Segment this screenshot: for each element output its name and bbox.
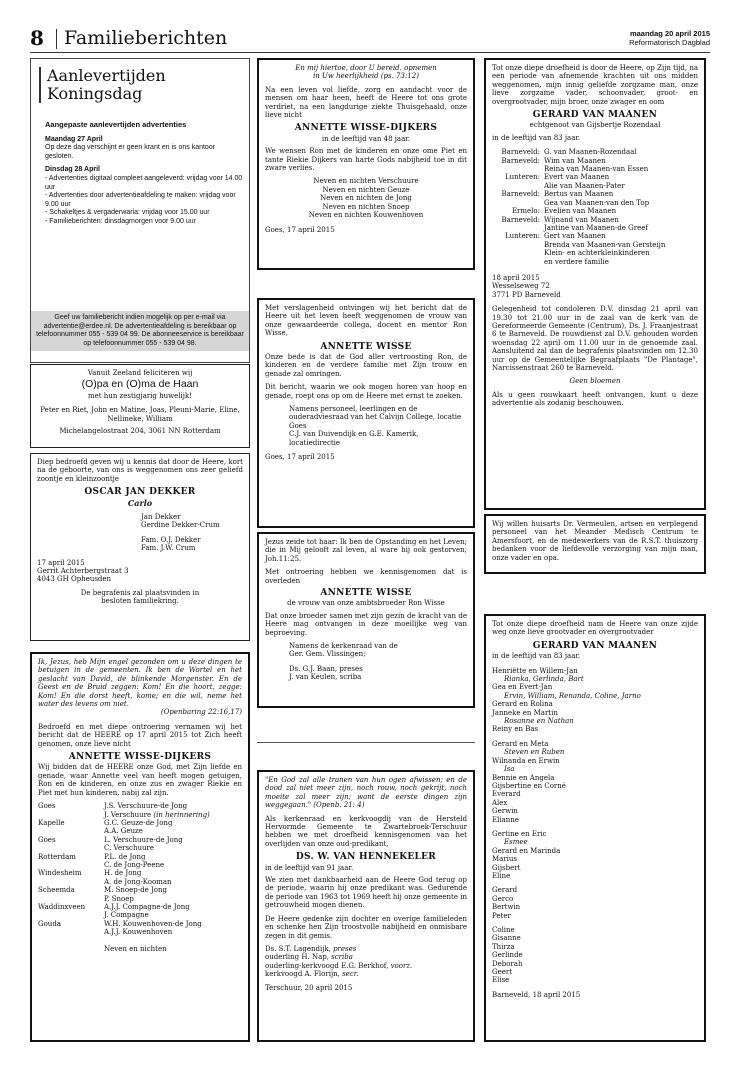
grandchild-line: Henriëtte en Willem-Jan: [492, 666, 578, 675]
grandchild-line: Bennie en Angela: [492, 773, 555, 782]
grandchild-line: Gerard en Meta: [492, 739, 549, 748]
deceased-name: ANNETTE WISSE-DIJKERS: [68, 752, 212, 763]
page-number: 8: [30, 26, 44, 50]
maanen-grandchildren-ad: Tot onze diepe droefheid nam de Heere van onze zijde weg onze lieve grootvader en overgrootvader GERARD VAN MAANEN in de leeftijd van 83 jaar. Henriëtte en Willem-Jan Rianka, Gerlinda, Bart Gea en Evert-Jan Ervin, William, Renanda, Coline, Jarno Gerard en Rolina Janneke en Martin Rosanne en Nathan Reiny en Bas Gerard en Meta Steven en Ruben Wilnanda en Erwin Isa Bennie en Angela Gijsbertine en Corné Everard Alex Gerwin Elianne Gertine en Eric Esmee Gerard en Marinda Marius Gijsbert Eline Gerard Gerco Bertwin Peter Coline Gisanne Thirza Gerlinde Deborah Geert Elise Barneveld, 18 april 2015: [484, 614, 706, 1042]
grandchild-line: Ervin, William, Renanda, Coline, Jarno: [504, 691, 641, 700]
deceased-name: ANNETTE WISSE-DIJKERS: [294, 123, 438, 134]
contact-footer: Geef uw familiebericht indien mogelijk op per e-mail via advertentie@erdee.nl. De advertentieafdeling is bereikbaar op telefoonnummer 055 - 539 04 99. De abonneeservice is bereikbaar op telefoonnummer 055 - 539 04 98.: [31, 311, 249, 351]
grandchild-line: Thirza: [492, 942, 515, 951]
grandchild-line: Isa: [504, 765, 515, 774]
header-separator: [56, 29, 57, 49]
grandchild-line: Rianka, Gerlinda, Bart: [504, 675, 584, 684]
wisse-church-ad: Jezus zeide tot haar: Ik ben de Opstanding en het Leven; die in Mij gelooft zal leven, al ware hij ook gestorven; Joh.11:25. Met ontroering hebben we kennisgenomen dat is overleden ANNETTE WISSE de vrouw van onze ambtsbroeder Ron Wisse Dat onze broeder samen met zijn gezin de kracht van de Heere mag ontvangen in deze moeilijke weg van beproeving. Namens de kerkenraad van de Ger. Gem. Vlissingen; Ds. G.J. Baan, preses J. van Keulen, scriba: [257, 532, 475, 708]
wisse-nephews-ad: En mij hiertoe, door U bereid, opnemen in Uw heerlijkheid (ps. 73:12) Na een leven vol liefde, zorg en aandacht voor de mensen om haar heen, heeft de Heere tot ons grote verdriet, na een langdurige ziekte Thuisgehaald, onze lieve nicht ANNETTE WISSE-DIJKERS in de leeftijd van 48 jaar. We wensen Ron met de kinderen en onze ome Piet en tante Riekie Dijkers van harte Gods nabijheid toe in dit zware verlies. Neven en nichten Verschuure Neven en nichten Geuze Neven en nichten de Jong Neven en nichten Snoep Neven en nichten Kouwenhoven Goes, 17 april 2015: [257, 58, 475, 270]
grandchild-line: Rosanne en Nathan: [504, 717, 574, 726]
grandchild-line: Gisanne: [492, 934, 521, 943]
grandchild-line: Janneke en Martin: [492, 708, 558, 717]
wisse-school-ad: Met verslagenheid ontvingen wij het bericht dat de Heere uit het leven heeft weggenomen de vrouw van onze gewaardeerde collega, docent en mentor Ron Wisse, ANNETTE WISSE Onze bede is dat de God aller vertroosting Ron, de kinderen en de verdere familie met Zijn trouw en genade zal omringen. Dit bericht, waarin we ook mogen horen van hoop en genade, roept ons op om de Heere met ernst te zoeken. Namens personeel, leerlingen en de ouderadviesraad van het Calvijn College, locatie Goes C.J. van Duivendijk en G.E. Kamerik, locatiedirectie Goes, 17 april 2015: [257, 298, 475, 528]
grandchild-line: Gertine en Eric: [492, 829, 547, 838]
deadline-item: - Advertenties digitaal compleet aangeleverd: vrijdag voor 14.00 uur: [45, 174, 243, 191]
deadline-item: - Schakeltjes & vergaderwaria: vrijdag voor 15.00 uur: [45, 209, 210, 217]
grandchild-line: Esmee: [504, 838, 528, 847]
grandchild-line: Alex: [492, 798, 508, 807]
grandchild-line: Eline: [492, 871, 511, 880]
deceased-name: GERARD VAN MAANEN: [532, 640, 658, 651]
maanen-thanks-ad: Wij willen huisarts Dr. Vermeulen, artsen en verplegend personeel van het Meander Medisch Centrum te Amersfoort, en de medewerkers van de R.S.T. thuiszorg bedanken voor de liefdevolle verzorging van mijn man, onze vader en opa.: [484, 514, 706, 574]
deadline-item: - Advertenties door advertentieafdeling te maken: vrijdag voor 9.00 uur: [45, 192, 236, 208]
haan-couple-name: (O)pa en (O)ma de Haan: [81, 378, 199, 391]
deceased-name: ANNETTE WISSE: [320, 588, 412, 599]
grandchild-line: Gerco: [492, 894, 514, 903]
monday-text: Op deze dag verschijnt er geen krant en is ons kantoor gesloten.: [45, 144, 216, 160]
grandchild-line: Reiny en Bas: [492, 725, 539, 734]
family-list: Goes J.S. Verschuure-de Jong J. Verschuure (in herinnering) Kapelle G.C. Geuze-de Jong A.A. Geuze Goes L. Verschuure-de Jong C. Verschuure Rotterdam P.L. de Jong C. de Jong-Peene Windesheim H. de Jong A. de Jong-Kooman Scheemda M. Snoep-de Jong P. Snoep Waddinxveen A.J.J. Compagne-de Jong J. Compagne Gouda W.H. Kouwenhoven-de Jong A.J.J. Kouwenhoven: [38, 802, 210, 937]
wisse-family-ad: Ik, Jezus, heb Mijn engel gezonden om u deze dingen te betuigen in de gemeenten. Ik ben de Wortel en het geslacht van David, de blinkende Morgenster. En de Geest en de Bruid zeggen: Kom! En die hoort, zegge: Kom! En die dorst heeft, kome; en die wil, neme het water des levens om niet. (Openbaring 22:16,17) Bedroefd en met diepe ontroering vernamen wij het bericht dat de HEERE op 17 april 2015 tot Zich heeft genomen, onze lieve nicht ANNETTE WISSE-DIJKERS Wij bidden dat de HEERE onze God, met Zijn liefde en genade, waar Annette veel van heeft mogen getuigen, Ron en de kinderen, en onze zus en zwager Riekie en Piet met hun kinderen, nabij zal zijn. Goes J.S. Verschuure-de Jong J. Verschuure (in herinnering) Kapelle G.C. Geuze-de Jong A.A. Geuze Goes L. Verschuure-de Jong C. Verschuure Rotterdam P.L. de Jong C. de Jong-Peene Windesheim H. de Jong A. de Jong-Kooman Scheemda M. Snoep-de Jong P. Snoep Waddinxveen A.J.J. Compagne-de Jong J. Compagne Gouda W.H. Kouwenhoven-de Jong A.J.J. Kouwenhoven Neven en nichten: [30, 652, 250, 1042]
grandchild-line: Gerard: [492, 886, 518, 895]
grandchild-line: Gerard en Marinda: [492, 846, 561, 855]
grandchild-line: Elise: [492, 976, 510, 985]
grandchild-line: Gerwin: [492, 807, 518, 816]
deceased-name: DS. W. VAN HENNEKELER: [295, 852, 437, 863]
hennekeler-ad: "En God zal alle tranen van hun ogen afwissen; en de dood zal niet meer zijn, noch rouw, noch gekrijt, noch moeite zal meer zijn; want de eerste dingen zijn weggegaan." (Openb. 21: 4) Als kerkenraad en kerkvoogdij van de Hersteld Hervormde Gemeente te Zwartebroek-Terschuur hebben we met droefheid kennisgenomen van het overlijden van onze oud-predikant, DS. W. VAN HENNEKELER in de leeftijd van 91 jaar. We zien met dankbaarheid aan de Heere God terug op de periode, waarin hij onze predikant was. Gedurende de periode van 1963 tot 1969 heeft hij onze gemeente in getrouwheid mogen dienen. De Heere gedenke zijn dochter en overige familieleden en schenke hen Zijn troostvolle nabijheid en onmisbare zegen in dit gemis. Ds. S.T. Lagendijk, preses ouderling H. Nap, scriba ouderling-kerkvoogd E.G. Berkhof, voorz. kerkvoogd A. Florijn, secr. Terschuur, 20 april 2015: [257, 770, 475, 1042]
issue-date: maandag 20 april 2015: [629, 29, 710, 38]
deceased-name: ANNETTE WISSE: [320, 341, 412, 352]
grandchild-line: Geert: [492, 968, 513, 977]
column-divider: [257, 742, 475, 743]
haan-anniversary-ad: Vanuit Zeeland feliciteren wij (O)pa en (O)ma de Haan met hun zestigjarig huwelijk! Peter en Riet, John en Matine, Joas, Pleuni-Marie, Eline, Nellineke, William Michelangelostraat 204, 3061 NN Rotterdam: [30, 364, 250, 448]
grandchild-line: Peter: [492, 911, 511, 920]
grandchild-line: Everard: [492, 790, 521, 799]
koningsdag-notice: [30, 58, 250, 363]
grandchild-line: Coline: [492, 926, 515, 934]
page-header: [30, 26, 710, 52]
koningsdag-title: Aanlevertijden Koningsdag: [39, 67, 166, 103]
monday-heading: Maandag 27 April: [45, 135, 103, 143]
deadline-item: - Familieberichten: dinsdagmorgen voor 9.00 uur: [45, 217, 196, 225]
section-title: Familieberichten: [64, 27, 228, 49]
deceased-name: OSCAR JAN DEKKER: [84, 487, 196, 498]
grandchild-line: Gijsbertine en Corné: [492, 781, 566, 790]
paper-name: Reformatorisch Dagblad: [629, 38, 710, 47]
grandchild-line: Elianne: [492, 815, 519, 824]
header-rule: [30, 52, 710, 53]
grandchild-line: Steven en Ruben: [504, 748, 565, 757]
header-dateline: [629, 29, 710, 47]
grandchild-line: Bertwin: [492, 903, 521, 912]
deceased-name: GERARD VAN MAANEN: [532, 110, 658, 121]
grandchild-line: Gerlinde: [492, 951, 523, 960]
maanen-family-ad: Tot onze diepe droefheid is door de Heere, op Zijn tijd, na een periode van afnemende krachten uit ons midden weggenomen, mijn innig geliefde zorgzame man, onze lieve zorgzame vader, schoonvader, groot- en overgrootvader, mijn broer, onze zwager en oom GERARD VAN MAANEN echtgenoot van Gijsbertje Rozendaal in de leeftijd van 83 jaar. Barneveld: G. van Maanen-Rozendaal Barneveld: Wim van Maanen Reina van Maanen-van Essen Lunteren: Evert van Maanen Alie van Maanen-Pater Barneveld: Bertus van Maanen Gea van Maanen-van den Top Ermelo: Evelien van Maanen Barneveld: Wijnand van Maanen Jantine van Maanen-de Greef Lunteren: Gert van Maanen Brenda van Maanen-van Gersteijn Klein- en achterkleinkinderen en verdere familie 18 april 2015 Wesselseweg 72 3771 PD Barneveld Gelegenheid tot condoleren D.V. dinsdag 21 april van 19.30 tot 21.00 uur in de zaal van de kerk van de Gereformeerde Gemeente (Centrum), Ds. J. Fraanjestraat 6 te Barneveld. De rouwdienst zal D.V. gehouden worden woensdag 22 april om 11.00 uur in de genoemde zaal. Aansluitend zal dan de begrafenis plaatsvinden om 12.30 uur op de Gemeentelijke Begraafplaats "De Plantage", Narcissenstraat 260 te Barneveld. Geen bloemen Als u geen rouwkaart heeft ontvangen, kunt u deze advertentie als zodanig beschouwen.: [484, 58, 706, 510]
grandchild-line: Deborah: [492, 959, 523, 968]
dekker-death-ad: Diep bedroefd geven wij u kennis dat door de Heere, kort na de geboorte, van ons is weggenomen ons zeer geliefd zoontje en kleinzoontje OSCAR JAN DEKKER Carlo Jan Dekker Gerdine Dekker-Crum Fam. O.J. Dekker Fam. J.W. Crum 17 april 2015 Gerrit Achterbergstraat 3 4043 GH Opheusden De begrafenis zal plaatsvinden in besloten familiekring.: [30, 453, 250, 641]
grandchild-line: Wilnanda en Erwin: [492, 756, 560, 765]
grandchildren-list: [492, 667, 698, 985]
tuesday-heading: Dinsdag 28 April: [45, 166, 100, 174]
koningsdag-subtitle: Aangepaste aanlevertijden advertenties: [45, 120, 187, 129]
grandchild-line: Marius: [492, 855, 518, 864]
family-list: Barneveld: G. van Maanen-Rozendaal Barneveld: Wim van Maanen Reina van Maanen-van Essen Lunteren: Evert van Maanen Alie van Maanen-Pater Barneveld: Bertus van Maanen Gea van Maanen-van den Top Ermelo: Evelien van Maanen Barneveld: Wijnand van Maanen Jantine van Maanen-de Greef Lunteren: Gert van Maanen Brenda van Maanen-van Gersteijn Klein- en achterkleinkinderen en verdere familie: [501, 148, 666, 266]
grandchild-line: Gea en Evert-Jan: [492, 683, 553, 692]
grandchild-line: Gijsbert: [492, 863, 521, 872]
grandchild-line: Gerard en Rolina: [492, 700, 553, 709]
